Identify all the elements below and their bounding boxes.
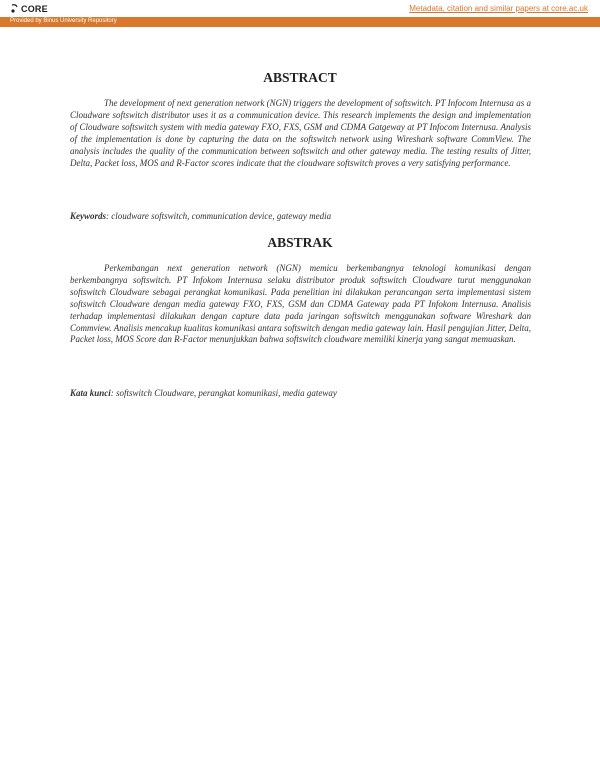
abstrak-keywords: [70, 387, 531, 399]
core-metadata-link[interactable]: Metadata, citation and similar papers at core.ac.uk: [409, 4, 588, 13]
abstrak-heading: ABSTRAK: [267, 235, 333, 250]
abstract-keywords: [70, 210, 531, 222]
core-logo-text: CORE: [21, 4, 48, 14]
core-banner: [0, 0, 600, 17]
abstract-heading: ABSTRACT: [263, 70, 337, 85]
kata-kunci-label: Kata kunci: [70, 388, 111, 398]
abstrak-body: Perkembangan next generation network (NGN) memicu berkembangnya teknologi komunikasi dengan berkembangnya softswitch. PT Infokom Internusa selaku distributor produk softswitch Cloudware turut menggunakan softswitch Cloudware sebagai perangkat komunikasi. Pada penelitian ini dilakukan perancangan serta implementasi sistem softswitch Cloudware dengan media gateway FXO, FXS, GSM dan CDMA Gateway pada PT Infokom Internusa. Analisis terhadap implementasi dilakukan dengan capture data pada jaringan softswitch menggunakan software Wireshark dan Commview. Analisis mencakup kualitas komunikasi antara softswitch dengan media gateway lain. Hasil pengujian Jitter, Delta, Packet loss, MOS Score dan R-Factor menunjukkan bahwa softswitch cloudware memiliki kinerja yang sangat memuaskan.: [70, 263, 531, 345]
core-logo[interactable]: [10, 2, 48, 16]
keywords-text: : cloudware softswitch, communication device, gateway media: [106, 211, 332, 221]
abstract-body: The development of next generation network (NGN) triggers the development of softswitch. PT Infocom Internusa as a Cloudware softswitch distributor uses it as a communication device. This research implements the design and implementation of Cloudware softswitch system with media gateway FXO, FXS, GSM and CDMA Gatgeway at PT Infocom Internusa. Analysis of the implementation is done by capturing the data on the softswitch network using Wireshark software CommView. The analysis includes the quality of the communication between softswitch and other gateway media. The testing results of Jitter, Delta, Packet loss, MOS and R-Factor scores indicate that the cloudware softswitch proves a very satisfying performance.: [70, 98, 531, 168]
keywords-label: Keywords: [70, 211, 106, 221]
core-logo-icon: [10, 4, 19, 14]
kata-kunci-text: : softswitch Cloudware, perangkat komunikasi, media gateway: [110, 388, 337, 398]
provided-by-bar: [0, 17, 600, 27]
provided-by-text: Provided by Binus University Repository: [10, 18, 117, 24]
